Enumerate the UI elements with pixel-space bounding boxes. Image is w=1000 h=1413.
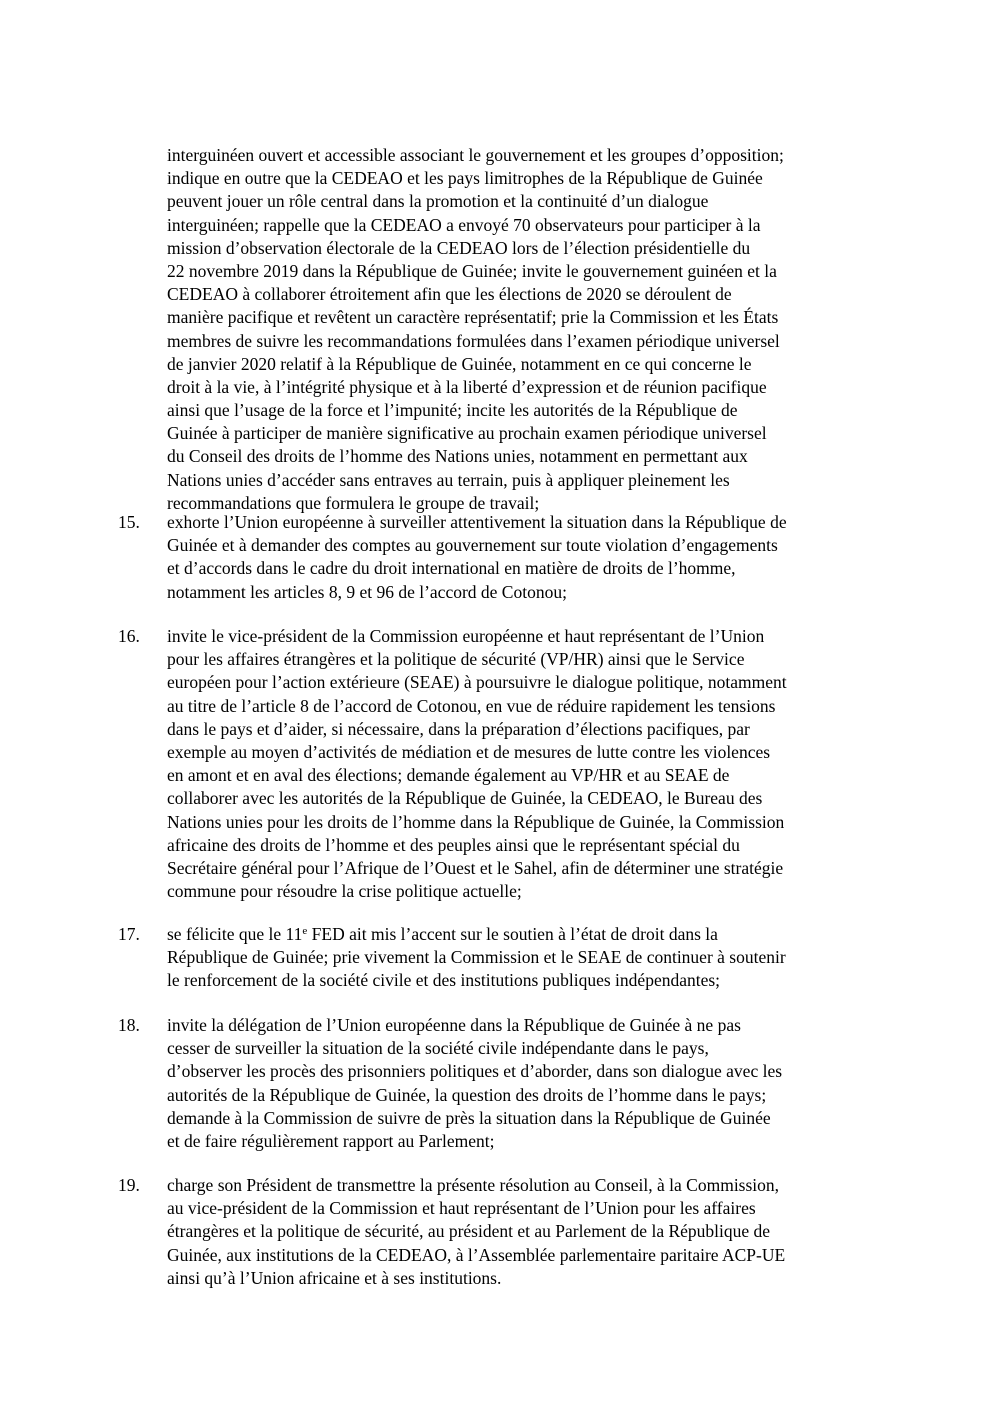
text-line: et de faire régulièrement rapport au Parlement;	[167, 1130, 495, 1151]
paragraph-number: 17.	[118, 924, 140, 944]
text-line: peuvent jouer un rôle central dans la promotion et la continuité d’un dialogue	[167, 191, 709, 212]
text-line: européen pour l’action extérieure (SEAE) à poursuivre le dialogue politique, notamment	[167, 672, 787, 693]
paragraph-16	[167, 625, 887, 903]
text-line: interguinéen; rappelle que la CEDEAO a envoyé 70 observateurs pour participer à la	[167, 214, 761, 235]
text-line: d’observer les procès des prisonniers politiques et d’aborder, dans son dialogue avec les	[167, 1061, 783, 1082]
paragraph-18	[167, 1014, 887, 1153]
text-line: étrangères et la politique de sécurité, au président et au Parlement de la République de	[167, 1221, 771, 1242]
text-line: invite le vice-président de la Commission européenne et haut représentant de l’Union	[167, 626, 765, 646]
paragraph-19	[167, 1174, 887, 1290]
text-line: Guinée à participer de manière significative au prochain examen périodique universel	[167, 423, 767, 444]
text-line: Nations unies pour les droits de l’homme dans la République de Guinée, la Commission	[167, 811, 785, 832]
text-line: Guinée et à demander des comptes au gouvernement sur toute violation d’engagements	[167, 535, 778, 556]
text-line: cesser de surveiller la situation de la société civile indépendante dans le pays,	[167, 1038, 709, 1059]
text-line: en amont et en aval des élections; demande également au VP/HR et au SEAE de	[167, 765, 730, 786]
text-line: Secrétaire général pour l’Afrique de l’Ouest et le Sahel, afin de déterminer une stratégie	[167, 857, 784, 878]
text-line: dans le pays et d’aider, si nécessaire, dans la préparation d’élections pacifiques, par	[167, 718, 750, 739]
text-line: manière pacifique et revêtent un caractère représentatif; prie la Commission et les États	[167, 307, 779, 328]
text-line: interguinéen ouvert et accessible associant le gouvernement et les groupes d’opposition;	[167, 145, 784, 165]
text-line: mission d’observation électorale de la CEDEAO lors de l’élection présidentielle du	[167, 237, 751, 258]
text-line: le renforcement de la société civile et des institutions publiques indépendantes;	[167, 970, 721, 991]
text-line: commune pour résoudre la crise politique actuelle;	[167, 881, 522, 902]
text-line: du Conseil des droits de l’homme des Nations unies, notamment en permettant aux	[167, 446, 748, 467]
text-line: Guinée, aux institutions de la CEDEAO, à l’Assemblée parlementaire paritaire ACP-UE	[167, 1244, 786, 1265]
text-line: droit à la vie, à l’intégrité physique et à la liberté d’expression et de réunion pacifique	[167, 376, 767, 397]
text-line: et d’accords dans le cadre du droit international en matière de droits de l’homme,	[167, 558, 736, 579]
paragraph-number: 15.	[118, 512, 140, 532]
paragraph-number: 18.	[118, 1015, 140, 1035]
paragraph-17	[167, 923, 887, 993]
text-fragment: FED ait mis l’accent sur le soutien à l’état de droit dans la	[307, 924, 718, 944]
text-line: pour les affaires étrangères et la politique de sécurité (VP/HR) ainsi que le Service	[167, 649, 745, 670]
text-line: République de Guinée; prie vivement la Commission et le SEAE de continuer à soutenir	[167, 947, 786, 968]
text-line: CEDEAO à collaborer étroitement afin que les élections de 2020 se déroulent de	[167, 284, 732, 305]
text-fragment: se félicite que le 11	[167, 924, 303, 944]
text-line: invite la délégation de l’Union européenne dans la République de Guinée à ne pas	[167, 1015, 741, 1035]
paragraph-15	[167, 511, 887, 604]
text-line: exemple au moyen d’activités de médiation et de mesures de lutte contre les violences	[167, 741, 771, 762]
text-line: au titre de l’article 8 de l’accord de Cotonou, en vue de réduire rapidement les tensions	[167, 695, 776, 716]
text-line: collaborer avec les autorités de la République de Guinée, la CEDEAO, le Bureau des	[167, 788, 763, 809]
text-line: charge son Président de transmettre la présente résolution au Conseil, à la Commission,	[167, 1175, 780, 1195]
text-line: autorités de la République de Guinée, la question des droits de l’homme dans le pays;	[167, 1084, 767, 1105]
paragraph-14-continuation	[167, 144, 887, 515]
text-line: exhorte l’Union européenne à surveiller attentivement la situation dans la République de	[167, 512, 787, 532]
text-line	[167, 923, 887, 946]
superscript: e	[302, 925, 308, 937]
text-line: ainsi que l’usage de la force et l’impunité; incite les autorités de la République de	[167, 400, 738, 421]
text-line: recommandations que formulera le groupe de travail;	[167, 492, 540, 513]
text-line: membres de suivre les recommandations formulées dans l’examen périodique universel	[167, 330, 780, 351]
paragraph-number: 19.	[118, 1175, 140, 1195]
text-line: indique en outre que la CEDEAO et les pays limitrophes de la République de Guinée	[167, 168, 763, 189]
text-line: africaine des droits de l’homme et des peuples ainsi que le représentant spécial du	[167, 834, 740, 855]
text-line: demande à la Commission de suivre de près la situation dans la République de Guinée	[167, 1107, 771, 1128]
text-line: au vice-président de la Commission et haut représentant de l’Union pour les affaires	[167, 1198, 756, 1219]
paragraph-number: 16.	[118, 626, 140, 646]
text-line: notamment les articles 8, 9 et 96 de l’accord de Cotonou;	[167, 581, 567, 602]
text-line: de janvier 2020 relatif à la République de Guinée, notamment en ce qui concerne le	[167, 353, 752, 374]
text-line: ainsi qu’à l’Union africaine et à ses institutions.	[167, 1267, 502, 1288]
text-line: Nations unies d’accéder sans entraves au terrain, puis à appliquer pleinement les	[167, 469, 730, 490]
text-line: 22 novembre 2019 dans la République de Guinée; invite le gouvernement guinéen et la	[167, 260, 777, 281]
